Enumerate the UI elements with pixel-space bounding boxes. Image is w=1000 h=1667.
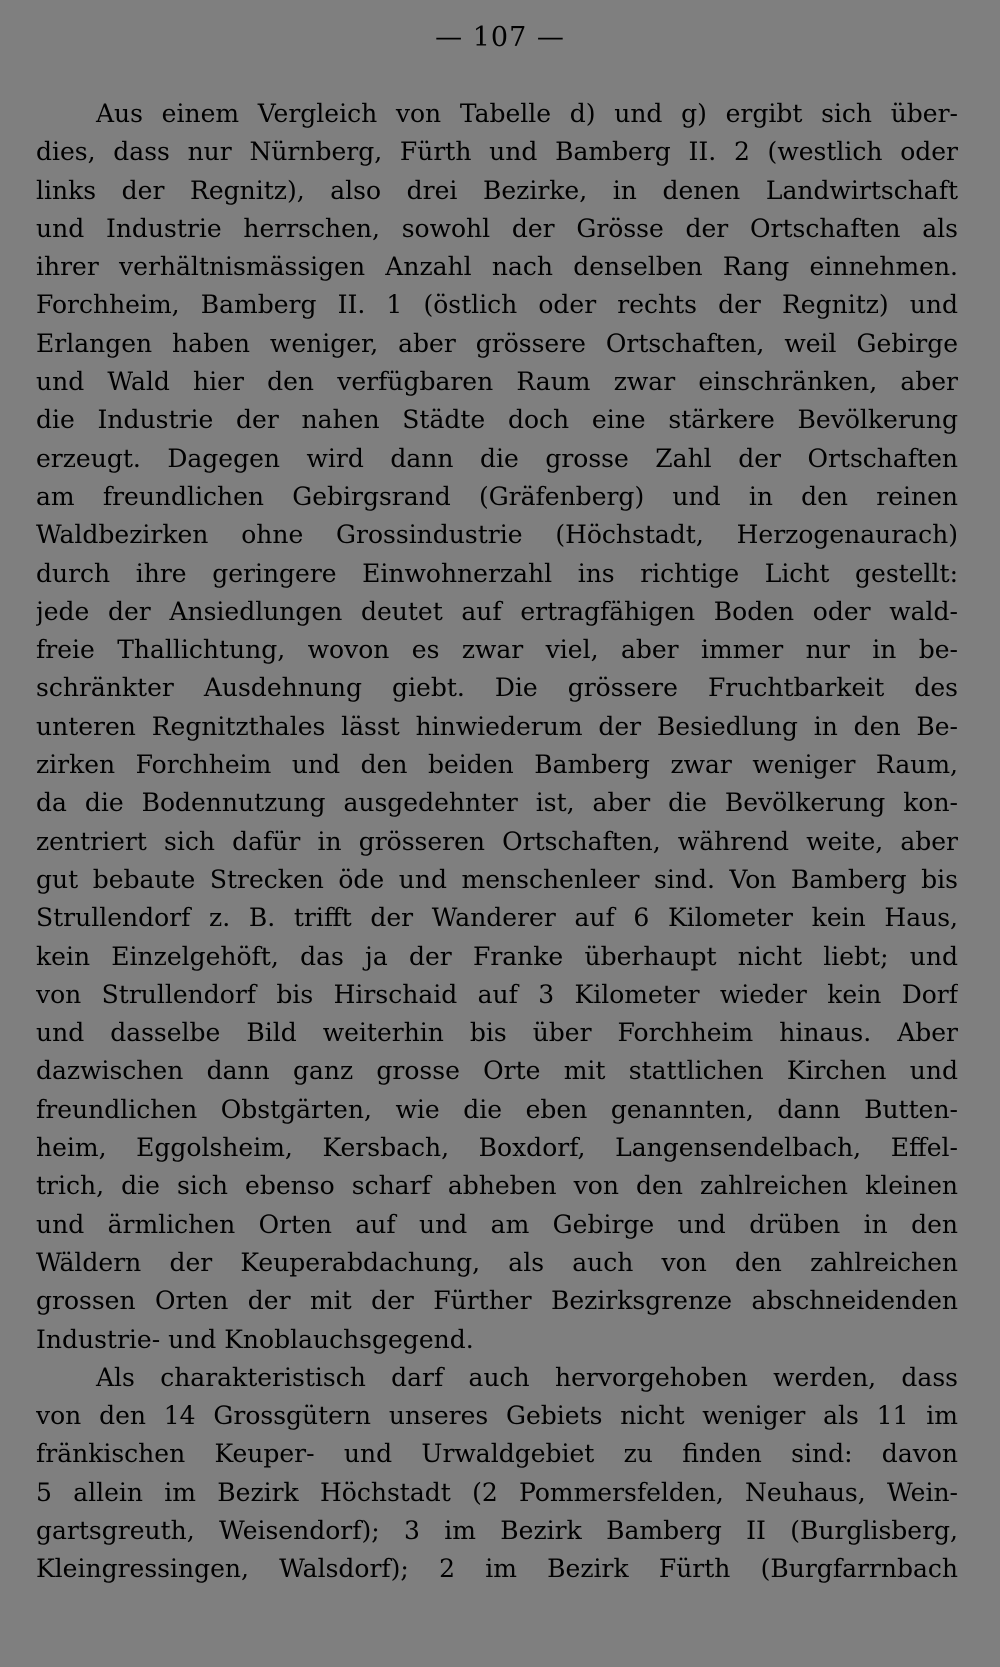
text-line: zirken Forchheim und den beiden Bamberg zwar weniger Raum, <box>36 750 958 780</box>
text-line: ihrer verhältnismässigen Anzahl nach denselben Rang einnehmen. <box>36 252 958 282</box>
text-line: dazwischen dann ganz grosse Orte mit stattlichen Kirchen und <box>36 1056 958 1086</box>
text-line: Als charakteristisch darf auch hervorgehoben werden, dass <box>96 1362 958 1392</box>
text-line: die Industrie der nahen Städte doch eine stärkere Bevölkerung <box>36 405 958 435</box>
text-line: von den 14 Grossgütern unseres Gebiets nicht weniger als 11 im <box>36 1401 958 1431</box>
text-line: grossen Orten der mit der Fürther Bezirksgrenze abschneidenden <box>36 1286 958 1316</box>
text-line: und dasselbe Bild weiterhin bis über Forchheim hinaus. Aber <box>36 1018 958 1048</box>
text-line: links der Regnitz), also drei Bezirke, in denen Landwirtschaft <box>36 175 958 205</box>
text-line: da die Bodennutzung ausgedehnter ist, aber die Bevölkerung kon- <box>36 788 958 818</box>
text-line: von Strullendorf bis Hirschaid auf 3 Kilometer wieder kein Dorf <box>36 979 958 1009</box>
text-line: fränkischen Keuper- und Urwaldgebiet zu finden sind: davon <box>36 1439 958 1469</box>
text-line: Aus einem Vergleich von Tabelle d) und g) ergibt sich über- <box>96 99 958 128</box>
text-line: heim, Eggolsheim, Kersbach, Boxdorf, Langensendelbach, Effel- <box>36 1133 958 1163</box>
text-line: erzeugt. Dagegen wird dann die grosse Zahl der Ortschaften <box>36 443 958 473</box>
body-text <box>36 95 958 1589</box>
text-line: Industrie- und Knoblauchsgegend. <box>36 1324 474 1354</box>
text-line: freundlichen Obstgärten, wie die eben genannten, dann Butten- <box>36 1094 958 1124</box>
text-line: Forchheim, Bamberg II. 1 (östlich oder rechts der Regnitz) und <box>36 290 958 320</box>
text-line: Strullendorf z. B. trifft der Wanderer auf 6 Kilometer kein Haus, <box>36 903 958 933</box>
text-line: jede der Ansiedlungen deutet auf ertragfähigen Boden oder wald- <box>36 596 958 626</box>
text-line: freie Thallichtung, wovon es zwar viel, aber immer nur in be- <box>36 635 958 665</box>
page-number: — 107 — <box>435 22 565 53</box>
text-line: Wäldern der Keuperabdachung, als auch von den zahlreichen <box>36 1247 958 1277</box>
text-line: dies, dass nur Nürnberg, Fürth und Bamberg II. 2 (westlich oder <box>36 137 958 167</box>
text-line: trich, die sich ebenso scharf abheben von den zahlreichen kleinen <box>36 1171 958 1201</box>
text-line: und Wald hier den verfügbaren Raum zwar einschränken, aber <box>36 367 958 397</box>
paragraph <box>36 1359 958 1589</box>
text-line: Erlangen haben weniger, aber grössere Ortschaften, weil Gebirge <box>36 328 958 358</box>
text-line: schränkter Ausdehnung giebt. Die grössere Fruchtbarkeit des <box>36 673 958 703</box>
text-line: Kleingressingen, Walsdorf); 2 im Bezirk Fürth (Burgfarrnbach <box>36 1554 958 1584</box>
text-line: und Industrie herrschen, sowohl der Grösse der Ortschaften als <box>36 213 958 243</box>
text-line: kein Einzelgehöft, das ja der Franke überhaupt nicht liebt; und <box>36 941 958 971</box>
text-line: gut bebaute Strecken öde und menschenleer sind. Von Bamberg bis <box>36 864 958 894</box>
text-line: Waldbezirken ohne Grossindustrie (Höchstadt, Herzogenaurach) <box>36 520 958 550</box>
text-line: 5 allein im Bezirk Höchstadt (2 Pommersfelden, Neuhaus, Wein- <box>36 1477 958 1507</box>
text-line: am freundlichen Gebirgsrand (Gräfenberg) und in den reinen <box>36 481 958 511</box>
text-line: gartsgreuth, Weisendorf); 3 im Bezirk Bamberg II (Burglisberg, <box>36 1515 958 1545</box>
paragraph <box>36 95 958 1359</box>
text-line: durch ihre geringere Einwohnerzahl ins richtige Licht gestellt: <box>36 558 958 588</box>
text-line: und ärmlichen Orten auf und am Gebirge und drüben in den <box>36 1209 958 1239</box>
text-line: zentriert sich dafür in grösseren Ortschaften, während weite, aber <box>36 826 958 856</box>
text-line: unteren Regnitzthales lässt hinwiederum der Besiedlung in den Be- <box>36 711 958 741</box>
